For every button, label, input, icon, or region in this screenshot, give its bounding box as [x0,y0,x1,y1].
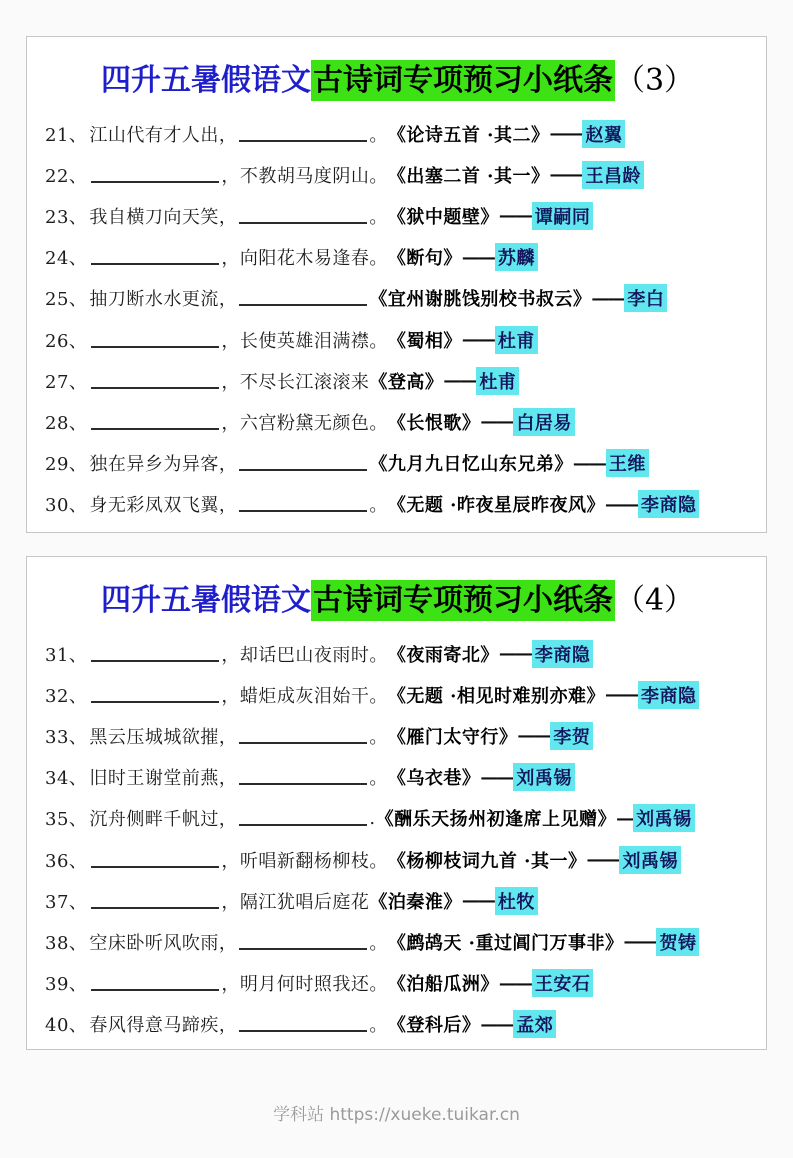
poem-author: 刘禹锡 [633,804,695,832]
dash-line: —— [480,766,513,788]
item-number: 35、 [45,809,88,831]
poem-author: 白居易 [513,408,575,436]
dash-line: —— [549,164,582,186]
poem-source-title: 《无题 ·昨夜星辰昨夜风》 [387,495,605,517]
poem-item [45,880,750,921]
item-number: 28、 [45,412,88,434]
dash-line: —— [623,931,656,953]
poem-text-after: ，不尽长江滚滚来 [221,371,370,393]
dash-line: —— [549,123,582,145]
answer-blank-line [239,810,367,826]
poem-source-title: 《无题 ·相见时难别亦难》 [387,685,605,707]
item-number: 36、 [45,850,88,872]
dash-line: —— [498,643,531,665]
item-number: 38、 [45,932,88,954]
card-title-number: （3） [614,63,695,98]
poem-author: 王昌龄 [582,161,644,189]
item-number: 23、 [45,206,88,228]
dash-line: —— [443,370,476,392]
worksheet-card [26,556,767,1050]
poem-author: 苏麟 [495,243,538,271]
dash-line: —— [480,411,513,433]
poem-item [45,113,750,154]
poem-text-after: 。 [369,1015,388,1037]
item-number: 27、 [45,371,88,393]
answer-blank-line [239,496,367,512]
answer-blank-line [91,687,219,703]
poem-text-after: ，蜡炬成灰泪始干。 [221,685,388,707]
dash-line: — [616,807,633,829]
poem-text-before: 黑云压城城欲摧， [89,726,238,748]
poem-source-title: 《出塞二首 ·其一》 [387,165,550,187]
poem-item [45,360,750,401]
card-title-number: （4） [614,583,695,618]
poem-item [45,278,750,319]
item-list [45,113,750,525]
dash-line: —— [604,684,637,706]
poem-text-after: ，六宫粉黛无颜色。 [221,412,388,434]
poem-text-after: ，向阳花木易逢春。 [221,248,388,270]
poem-source-title: 《登科后》 [387,1015,481,1037]
poem-item [45,921,750,962]
poem-item [45,401,750,442]
item-number: 34、 [45,768,88,790]
answer-blank-line [239,934,367,950]
poem-source-title: 《登高》 [369,371,444,393]
item-number: 25、 [45,289,88,311]
poem-author: 刘禹锡 [619,846,681,874]
poem-item [45,674,750,715]
answer-blank-line [91,414,219,430]
item-number: 26、 [45,330,88,352]
poem-item [45,319,750,360]
poem-source-title: 《狱中题壁》 [387,206,499,228]
poem-author: 李白 [624,284,667,312]
poem-text-after: ，不教胡马度阴山。 [221,165,388,187]
item-number: 22、 [45,165,88,187]
answer-blank-line [239,1016,367,1032]
poem-text-before: 旧时王谢堂前燕， [89,768,238,790]
dash-line: —— [517,725,550,747]
poem-text-before: 身无彩凤双飞翼， [89,495,238,517]
poem-text-before: 抽刀断水水更流， [89,289,238,311]
poem-item [45,963,750,1004]
item-number: 39、 [45,974,88,996]
dash-line: —— [591,287,624,309]
poem-item [45,195,750,236]
poem-item [45,757,750,798]
card-title [45,579,750,623]
dash-line: —— [498,972,531,994]
poem-author: 李商隐 [532,640,594,668]
poem-source-title: 《宜州谢朓饯别校书叔云》 [369,289,592,311]
poem-source-title: 《长恨歌》 [387,412,481,434]
poem-source-title: 《夜雨寄北》 [387,644,499,666]
item-number: 33、 [45,726,88,748]
poem-text-after: ，听唱新翻杨柳枝。 [221,850,388,872]
poem-text-after: 。 [369,206,388,228]
poem-item [45,237,750,278]
poem-author: 孟郊 [513,1010,556,1038]
poem-author: 赵翼 [582,120,625,148]
answer-blank-line [239,126,367,142]
cards-container [0,36,793,1050]
poem-source-title: 《泊船瓜洲》 [387,974,499,996]
poem-source-title: 《杨柳枝词九首 ·其一》 [387,850,587,872]
answer-blank-line [91,373,219,389]
poem-author: 贺铸 [656,928,699,956]
card-title-highlight: 古诗词专项预习小纸条 [311,580,615,621]
poem-item [45,798,750,839]
poem-text-after: 。 [369,495,388,517]
poem-item [45,484,750,525]
item-number: 32、 [45,685,88,707]
site-footer-text: 学科站 https://xueke.tuikar.cn [273,1105,520,1125]
poem-author: 刘禹锡 [513,763,575,791]
card-title [45,59,750,103]
poem-author: 杜甫 [476,367,519,395]
answer-blank-line [239,728,367,744]
poem-author: 王安石 [532,969,594,997]
item-number: 37、 [45,891,88,913]
poem-text-before: 沉舟侧畔千帆过， [89,809,238,831]
dash-line: —— [461,246,494,268]
poem-text-after: . [369,807,376,829]
answer-blank-line [91,646,219,662]
poem-text-after: 。 [369,768,388,790]
poem-text-before: 春风得意马蹄疾， [89,1015,238,1037]
answer-blank-line [91,332,219,348]
poem-source-title: 《泊秦淮》 [369,891,462,913]
item-number: 30、 [45,495,88,517]
poem-author: 王维 [606,449,649,477]
poem-text-after: 。 [369,124,388,146]
poem-source-title: 《鹧鸪天 ·重过阊门万事非》 [387,932,624,954]
poem-source-title: 《论诗五首 ·其二》 [387,124,550,146]
poem-item [45,633,750,674]
poem-source-title: 《酬乐天扬州初逢席上见赠》 [375,809,617,831]
poem-source-title: 《乌衣巷》 [387,768,481,790]
dash-line: —— [461,890,494,912]
poem-item [45,715,750,756]
poem-author: 李贺 [550,722,593,750]
poem-author: 李商隐 [638,490,700,518]
item-number: 31、 [45,644,88,666]
dash-line: —— [498,205,531,227]
poem-source-title: 《蜀相》 [387,330,462,352]
answer-blank-line [91,975,219,991]
poem-source-title: 《雁门太守行》 [387,726,518,748]
worksheet-page [0,36,793,1158]
poem-text-after: 。 [369,726,388,748]
answer-blank-line [239,290,367,306]
dash-line: —— [604,493,637,515]
answer-blank-line [239,455,367,471]
poem-source-title: 《断句》 [387,248,462,270]
item-number: 29、 [45,454,88,476]
answer-blank-line [91,893,219,909]
item-number: 21、 [45,124,88,146]
dash-line: —— [586,849,619,871]
answer-blank-line [91,852,219,868]
poem-text-after: ，明月何时照我还。 [221,974,388,996]
poem-item [45,839,750,880]
poem-author: 李商隐 [638,681,700,709]
poem-text-before: 我自横刀向天笑， [89,206,238,228]
poem-text-after: 。 [369,932,388,954]
worksheet-card [26,36,767,533]
answer-blank-line [91,249,219,265]
poem-author: 杜甫 [495,326,538,354]
card-title-highlight: 古诗词专项预习小纸条 [311,60,615,101]
poem-item [45,443,750,484]
poem-text-after: ，却话巴山夜雨时。 [221,644,388,666]
dash-line: —— [480,1013,513,1035]
item-number: 40、 [45,1015,88,1037]
answer-blank-line [239,769,367,785]
poem-text-before: 空床卧听风吹雨， [89,932,238,954]
poem-author: 杜牧 [495,887,538,915]
poem-source-title: 《九月九日忆山东兄弟》 [369,454,573,476]
dash-line: —— [572,452,605,474]
card-title-prefix: 四升五暑假语文 [100,583,311,618]
poem-author: 谭嗣同 [532,202,594,230]
poem-text-before: 江山代有才人出， [89,124,238,146]
poem-item [45,154,750,195]
answer-blank-line [91,167,219,183]
item-number: 24、 [45,248,88,270]
answer-blank-line [239,208,367,224]
poem-text-after: ，长使英雄泪满襟。 [221,330,388,352]
card-title-prefix: 四升五暑假语文 [100,63,311,98]
dash-line: —— [461,329,494,351]
item-list [45,633,750,1045]
poem-text-after: ，隔江犹唱后庭花 [221,891,370,913]
poem-item [45,1004,750,1045]
poem-text-before: 独在异乡为异客， [89,454,238,476]
